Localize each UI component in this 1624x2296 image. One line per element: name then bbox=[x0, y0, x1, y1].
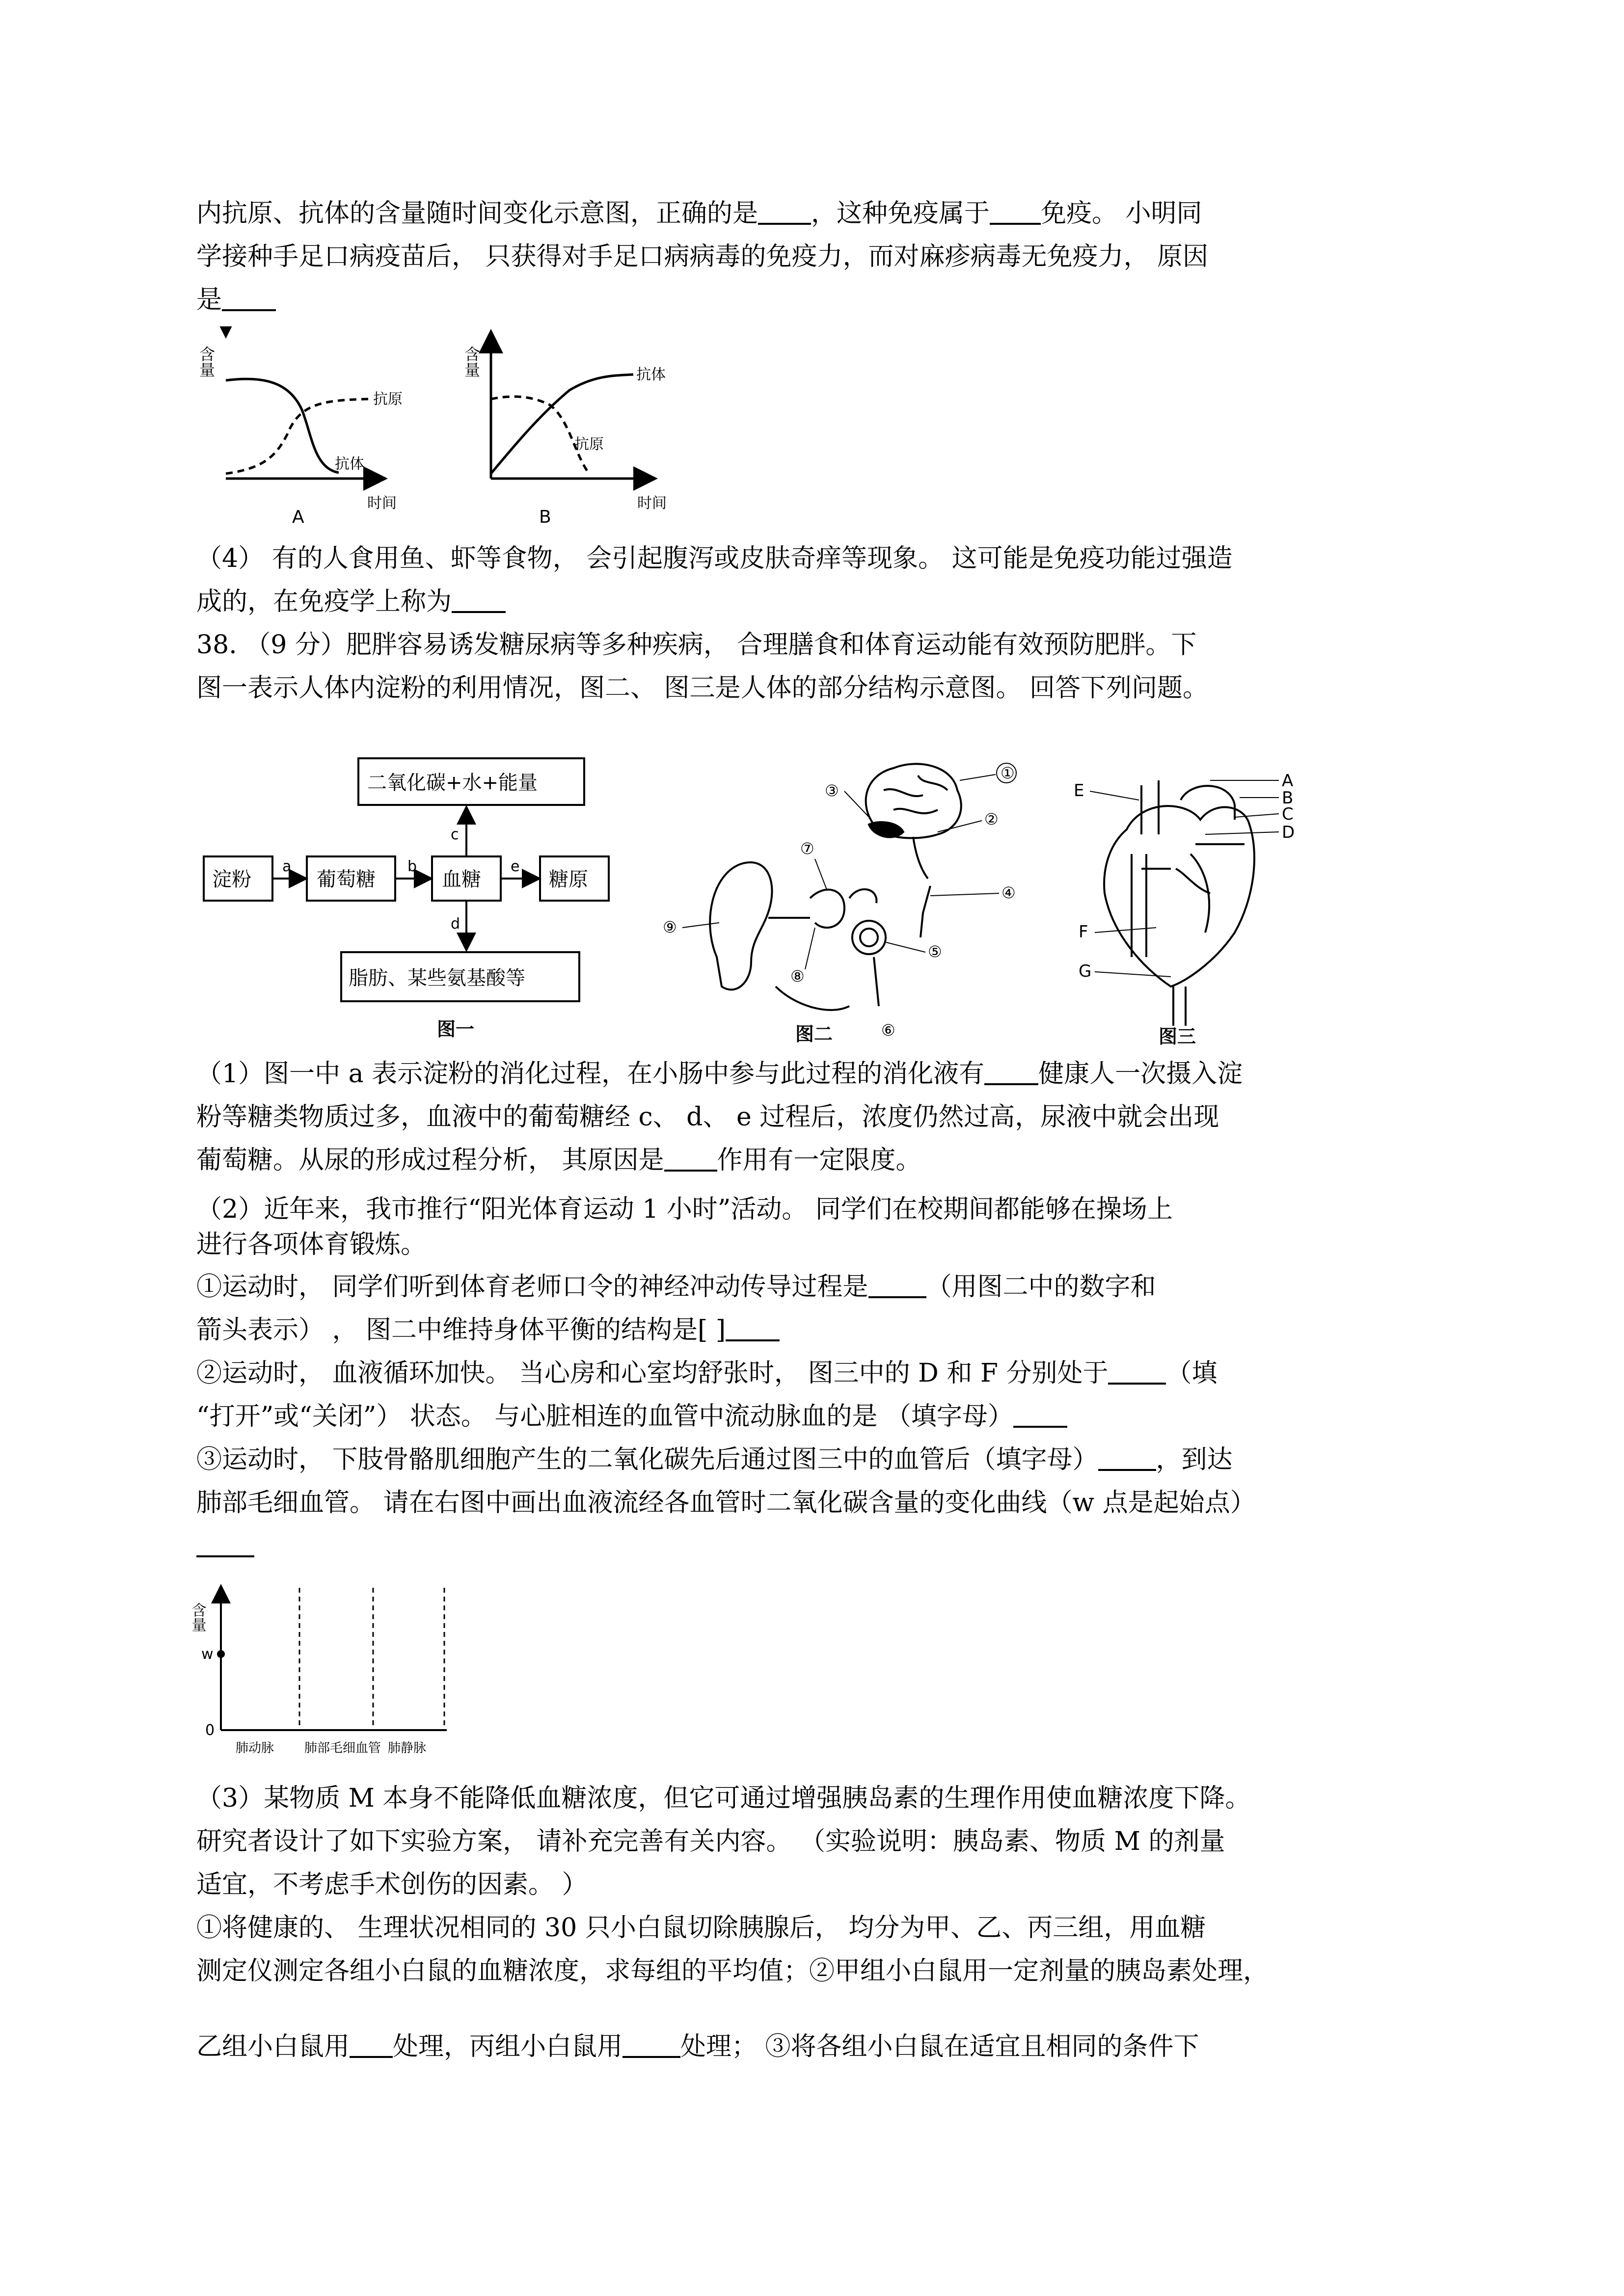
co2-origin-label: 0 bbox=[205, 1722, 215, 1739]
text-line-22: 适宜，不考虑手术创伤的因素。 ） bbox=[196, 1870, 588, 1899]
text-line-8: （1）图一中 a 表示淀粉的消化过程，在小肠中参与此过程的消化液有 健康人一次摄入淀 bbox=[196, 1059, 1243, 1089]
figure-2-caption: 图二 bbox=[795, 1023, 833, 1045]
graph-a bbox=[197, 326, 403, 527]
text-line-5: 成的，在免疫学上称为 bbox=[196, 587, 506, 616]
nerve-pathway bbox=[920, 886, 930, 937]
co2-content-chart bbox=[182, 1583, 486, 1760]
graph-a-curve1: 抗原 bbox=[373, 391, 403, 408]
box-glucose-label: 葡萄糖 bbox=[317, 868, 376, 891]
text-line-1: 内抗原、抗体的含量随时间变化示意图，正确的是 ，这种免疫属于 免疫。 小明同 bbox=[196, 199, 1202, 228]
graph-a-ylabel: 含量 bbox=[197, 346, 216, 377]
fig2-label-6: ⑥ bbox=[881, 1021, 895, 1040]
text-line-25: 乙组小白鼠用 处理，丙组小白鼠用 处理； ③将各组小白鼠在适宜且相同的条件下 bbox=[196, 2032, 1199, 2061]
text-line-13: ①运动时， 同学们听到体育老师口令的神经冲动传导过程是 （用图二中的数字和 bbox=[196, 1272, 1156, 1302]
fig3-label-e: E bbox=[1074, 781, 1084, 801]
text-line-17: ③运动时， 下肢骨骼肌细胞产生的二氧化碳先后通过图三中的血管后（填字母） ，到达 bbox=[196, 1445, 1233, 1474]
text-line-2: 学接种手足口病疫苗后， 只获得对手足口病病毒的免疫力，而对麻疹病毒无免疫力， 原因 bbox=[196, 242, 1209, 271]
fig3-label-d: D bbox=[1282, 823, 1295, 842]
text-line-14: 箭头表示） ， 图二中维持身体平衡的结构是[ ] bbox=[196, 1315, 780, 1345]
brainstem bbox=[913, 837, 928, 879]
figure-3-heart bbox=[1068, 771, 1313, 1045]
cerebellum bbox=[869, 822, 903, 837]
fig3-label-g: G bbox=[1079, 961, 1092, 981]
fig2-label-8: ⑧ bbox=[790, 967, 805, 986]
fig2-label-5: ⑤ bbox=[928, 942, 942, 961]
aorta bbox=[1181, 786, 1235, 820]
figure-1-starch-utilization bbox=[201, 751, 633, 1045]
graph-b-caption: B bbox=[539, 507, 551, 527]
outer-ear bbox=[710, 862, 772, 989]
graph-a-curve2: 抗体 bbox=[335, 455, 364, 473]
graph-a-caption: A bbox=[292, 507, 304, 527]
arrow-d-label: d bbox=[451, 915, 460, 933]
arrow-e-label: e bbox=[511, 858, 520, 875]
semicircular-canals bbox=[849, 889, 876, 903]
fig3-label-f: F bbox=[1079, 922, 1088, 942]
text-line-18: 肺部毛细血管。 请在右图中画出血液流经各血管时二氧化碳含量的变化曲线（w 点是起始点） bbox=[196, 1488, 1256, 1518]
graph-b-ylabel: 含量 bbox=[462, 346, 481, 377]
graph-b-xlabel: 时间 bbox=[637, 495, 667, 512]
co2-cat-1: 肺动脉 bbox=[236, 1741, 274, 1756]
fig3-label-b: B bbox=[1282, 788, 1294, 808]
fig2-label-9: ⑨ bbox=[663, 918, 677, 936]
graph-a-xlabel: 时间 bbox=[367, 495, 397, 512]
arrow-a-label: a bbox=[282, 858, 292, 875]
text-line-21: 研究者设计了如下实验方案， 请补充完善有关内容。 （实验说明：胰岛素、物质 M 的剂量 bbox=[196, 1827, 1225, 1856]
box-energy-label: 二氧化碳+水+能量 bbox=[367, 772, 538, 794]
text-line-9: 粉等糖类物质过多，血液中的葡萄糖经 c、 d、 e 过程后，浓度仍然过高，尿液中就会出现 bbox=[196, 1102, 1219, 1132]
text-line-16: “打开”或“关闭”） 状态。 与心脏相连的血管中流动脉血的是 （填字母） bbox=[196, 1402, 1067, 1431]
point-w bbox=[217, 1650, 225, 1658]
graph-b-curve1: 抗体 bbox=[636, 366, 666, 383]
box-blood-sugar-label: 血糖 bbox=[442, 868, 481, 891]
text-line-10: 葡萄糖。从尿的形成过程分析， 其原因是 作用有一定限度。 bbox=[196, 1146, 921, 1175]
ossicles bbox=[810, 890, 844, 928]
text-line-3: 是 bbox=[196, 285, 276, 315]
antigen-antibody-graphs bbox=[196, 326, 736, 533]
co2-cat-3: 肺静脉 bbox=[388, 1741, 427, 1756]
text-line-19 bbox=[196, 1531, 254, 1561]
figure-3-caption: 图三 bbox=[1159, 1026, 1196, 1045]
text-line-6: 38. （9 分）肥胖容易诱发糖尿病等多种疾病， 合理膳食和体育运动能有效预防肥胖。下 bbox=[196, 630, 1197, 660]
co2-ylabel: 含量 bbox=[189, 1602, 206, 1632]
figure-1-caption: 图一 bbox=[437, 1018, 475, 1040]
inferior-vena-cava bbox=[1173, 987, 1186, 1026]
text-line-20: （3）某物质 M 本身不能降低血糖浓度，但它可通过增强胰岛素的生理作用使血糖浓度下降。 bbox=[196, 1784, 1251, 1813]
fig2-label-2: ② bbox=[984, 810, 999, 828]
text-line-4: （4） 有的人食用鱼、虾等食物， 会引起腹泻或皮肤奇痒等现象。 这可能是免疫功能过强造 bbox=[196, 544, 1233, 573]
fig3-label-c: C bbox=[1282, 804, 1294, 824]
fig2-label-1: ① bbox=[1001, 764, 1015, 782]
text-line-11: （2）近年来，我市推行“阳光体育运动 1 小时”活动。 同学们在校期间都能够在操场上 bbox=[196, 1195, 1173, 1224]
box-starch-label: 淀粉 bbox=[212, 868, 251, 891]
text-line-23: ①将健康的、 生理状况相同的 30 只小白鼠切除胰腺后， 均分为甲、乙、丙三组，用血糖 bbox=[196, 1913, 1206, 1943]
box-fat-label: 脂肪、某些氨基酸等 bbox=[349, 967, 525, 989]
eustachian-tube bbox=[874, 957, 879, 1006]
graph-b-curve2: 抗原 bbox=[574, 436, 604, 453]
cochlea bbox=[852, 921, 886, 954]
fig3-label-a: A bbox=[1282, 771, 1294, 791]
text-line-7: 图一表示人体内淀粉的利用情况，图二、 图三是人体的部分结构示意图。 回答下列问题。 bbox=[196, 673, 1209, 703]
graph-b bbox=[462, 334, 667, 527]
box-glycogen-label: 糖原 bbox=[549, 868, 588, 891]
fig2-label-7: ⑦ bbox=[800, 839, 814, 858]
arrow-b-label: b bbox=[407, 858, 417, 875]
fig2-label-4: ④ bbox=[1001, 883, 1016, 902]
figure-2-brain-ear bbox=[663, 751, 1056, 1045]
co2-w-label: w bbox=[201, 1646, 214, 1663]
fig2-label-3: ③ bbox=[825, 781, 839, 800]
text-line-12: 进行各项体育锻炼。 bbox=[196, 1230, 427, 1259]
arrow-c-label: c bbox=[451, 826, 459, 843]
text-line-15: ②运动时， 血液循环加快。 当心房和心室均舒张时， 图三中的 D 和 F 分别处于 （填 bbox=[196, 1359, 1218, 1388]
text-line-24: 测定仪测定各组小白鼠的血糖浓度，求每组的平均值；②甲组小白鼠用一定剂量的胰岛素处理， bbox=[196, 1956, 1269, 1986]
co2-cat-2: 肺部毛细血管 bbox=[304, 1741, 381, 1756]
